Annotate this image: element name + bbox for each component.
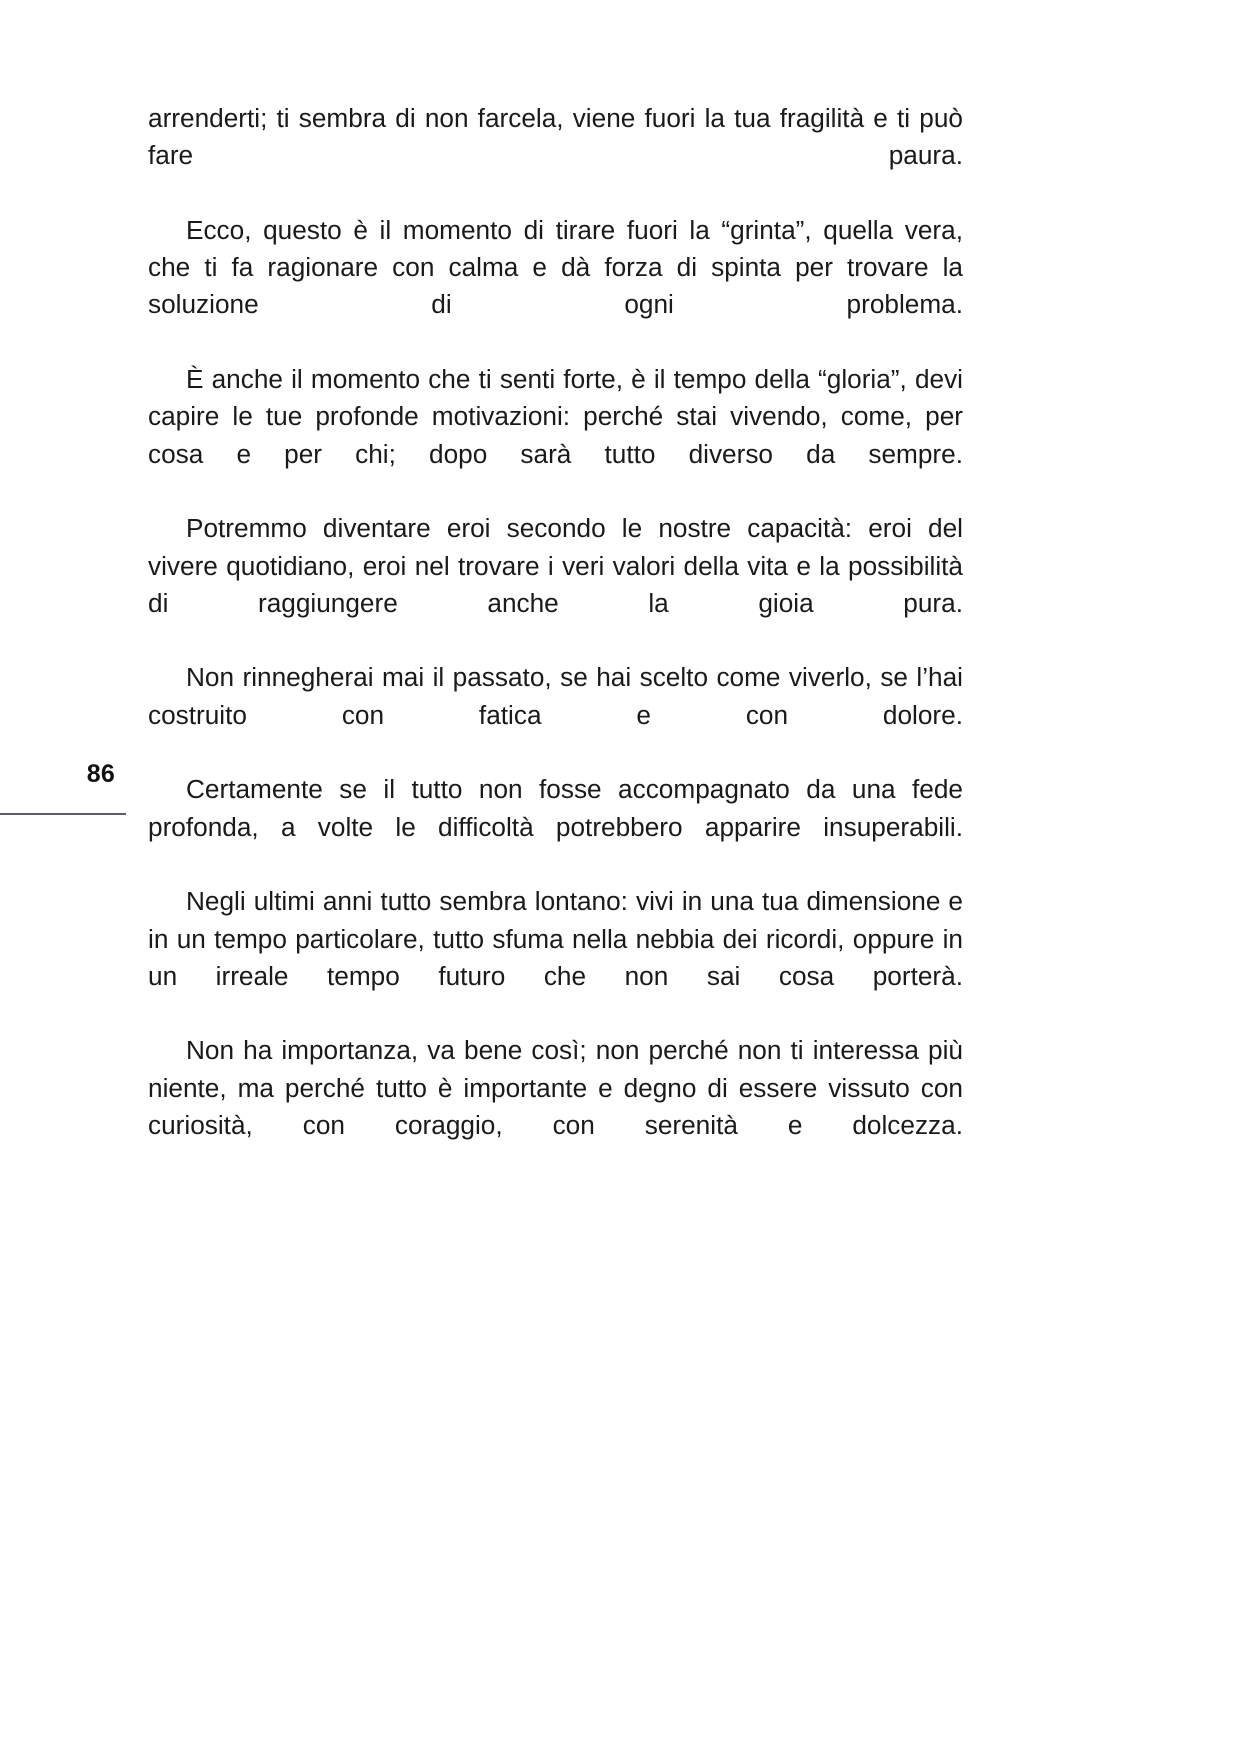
paragraph: Non ha importanza, va bene così; non perché non ti interessa più niente, ma perché tutto è importante e degno di essere vissuto con curiosità, con coraggio, con serenità e dolcezza. [148, 1035, 963, 1141]
paragraph: Certamente se il tutto non fosse accompagnato da una fede profonda, a volte le difficoltà potrebbero apparire insuperabili. [148, 774, 963, 842]
paragraph: Ecco, questo è il momento di tirare fuori la “grinta”, quella vera, che ti fa ragionare con calma e dà forza di spinta per trovare la soluzione di ogni problema. [148, 214, 963, 320]
paragraph: Potremmo diventare eroi secondo le nostre capacità: eroi del vivere quotidiano, eroi nel trovare i veri valori della vita e la possibilità di raggiungere anche la gioia pura. [148, 513, 963, 618]
folio-divider-rule [0, 813, 126, 815]
paragraph: Non rinnegherai mai il passato, se hai scelto come viverlo, se l’hai costruito con fatica e con dolore. [148, 662, 963, 730]
paragraph: Negli ultimi anni tutto sembra lontano: vivi in una tua dimensione e in un tempo particolare, tutto sfuma nella nebbia dei ricordi, oppure in un irreale tempo futuro che non sai cosa porterà. [148, 886, 963, 991]
paragraph: arrenderti; ti sembra di non farcela, viene fuori la tua fragilità e ti può fare paura. [148, 103, 963, 171]
body-text-column [148, 100, 963, 1182]
paragraph: È anche il momento che ti senti forte, è il tempo della “gloria”, devi capire le tue profonde motivazioni: perché stai vivendo, come, per cosa e per chi; dopo sarà tutto diverso da sempre. [148, 364, 963, 469]
page-number: 86 [86, 760, 115, 788]
page-folio [0, 762, 126, 815]
